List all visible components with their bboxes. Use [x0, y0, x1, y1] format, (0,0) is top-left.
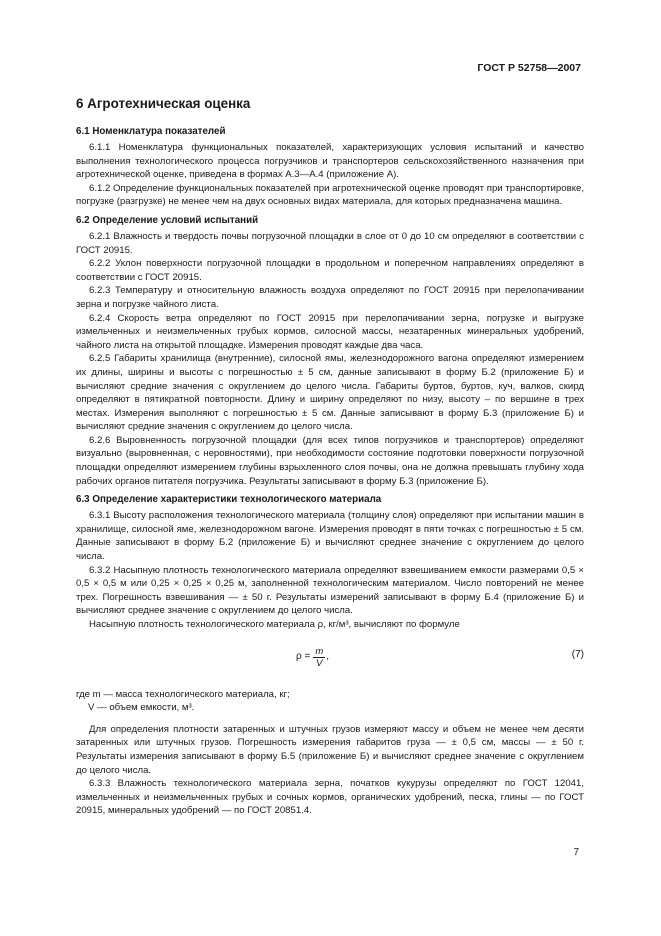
- document-header: ГОСТ Р 52758—2007: [477, 62, 581, 74]
- formula-numerator: m: [315, 645, 324, 657]
- paragraph-6-1-1: 6.1.1 Номенклатура функциональных показателей, характеризующих условия испытаний и качество выполнения технологического процесса погрузчиков и транспортеров сельскохозяйственного назначения при агротехнической оценке, приведена в формах А.3—А.4 (приложение А).: [76, 142, 584, 181]
- paragraph-6-2-1: 6.2.1 Влажность и твердость почвы погрузочной площадки в слое от 0 до 10 см определяют в соответствии с ГОСТ 20915.: [76, 230, 584, 256]
- formula-7: [76, 644, 584, 678]
- page-content: [76, 96, 584, 818]
- paragraph-6-3-2: 6.3.2 Насыпную плотность технологического материала определяют взвешиванием емкости размерами 0,5 × 0,5 × 0,5 м или 0,25 × 0,25 × 0,25 м, заполненной технологическим материалом. Число повторений не менее трех. Погрешность взвешивания — ± 50 г. Результаты измерений записывают в форму Б.4 (приложение Б) и вычисляют среднее значение с округлением до целого числа.: [76, 564, 584, 617]
- formula-tail: ,: [326, 651, 330, 663]
- paragraph-6-2-2: 6.2.2 Уклон поверхности погрузочной площадки в продольном и поперечном направлениях определяют в соответствии с ГОСТ 20915.: [76, 258, 584, 283]
- subsection-heading-6-2: 6.2 Определение условий испытаний: [76, 214, 259, 226]
- paragraph-6-1-2: 6.1.2 Определение функциональных показателей при агротехнической оценке проводят при транспортировке, погрузке (разгрузке) не менее чем на двух основных видах материала, для которых предназначена машина.: [76, 182, 584, 208]
- formula-number: (7): [571, 648, 584, 660]
- formula-fraction: [313, 646, 325, 669]
- formula-expression: [296, 646, 329, 669]
- formula-lhs: ρ =: [296, 651, 311, 663]
- paragraph-6-3-1: 6.3.1 Высоту расположения технологического материала (толщину слоя) определяют при испытании машин в хранилище, силосной яме, железнодорожном вагоне. Измерения проводят в пяти точках с погрешностью ± 5 см. Данные записывают в форму Б.2 (приложение Б) и вычисляют среднее значение с округлением до целого числа.: [76, 510, 584, 563]
- where-definition-m: где m — масса технологического материала, кг;: [76, 688, 290, 700]
- paragraph-6-2-4: 6.2.4 Скорость ветра определяют по ГОСТ 20915 при перелопачивании зерна, погрузке и выгрузке измельченных и неизмельченных грубых кормов, силосной массы, незатаренных минеральных удобрений, чайного листа на открытой площадке. Измерения проводят каждые два часа.: [76, 312, 584, 351]
- formula-denominator: V: [316, 657, 323, 669]
- paragraph-density-intro: Насыпную плотность технологического материала ρ, кг/м³, вычисляют по формуле: [89, 619, 460, 630]
- paragraph-6-2-5: 6.2.5 Габариты хранилища (внутренние), силосной ямы, железнодорожного вагона определяют измерением их длины, ширины и высоты с погрешностью ± 5 см, данные записывают в форму Б.2 (приложение Б) и вычисляют средние значения с округлением до целого числа. Габариты буртов, буртов, куч, валков, скирд определяют в пятикратной повторности. Длину и ширину определяют по низу, высоту – по вершине в трех местах. Измерения выполняют с погрешностью ± 5 см. Данные записывают в форму Б.3 (приложение Б) и вычисляют средние значения с округлением до целого числа.: [76, 353, 584, 433]
- paragraph-packed-goods: Для определения плотности затаренных и штучных грузов измеряют массу и объем не менее чем десяти затаренных или штучных грузов. Погрешность измерения габаритов груза — ± 0,5 см, массы — ± 50 г. Результаты измерения записывают в форму Б.5 (приложение Б) и вычисляют среднее значение с округлением до целого числа.: [76, 723, 584, 776]
- paragraph-6-3-3: 6.3.3 Влажность технологического материала зерна, початков кукурузы определяют по ГОСТ 12041, измельченных и неизмельченных грубых и сочных кормов, органических удобрений, песка, глины — по ГОСТ 20915, минеральных удобрений — по ГОСТ 20851.4.: [76, 778, 584, 817]
- where-definition-v: V — объем емкости, м³.: [88, 702, 195, 714]
- subsection-heading-6-3: 6.3 Определение характеристики технологического материала: [76, 494, 382, 506]
- paragraph-6-2-6: 6.2.6 Выровненность погрузочной площадки (для всех типов погрузчиков и транспортеров) определяют визуально (выровненная, с неровностями), при необходимости состояние подготовки поверхности погрузочной площадки определяют измерением глубины взрыхленного слоя почвы, она не должна превышать глубину хода рабочих органов питателя погрузчика. Результаты записывают в форму Б.3 (приложение Б).: [76, 434, 584, 487]
- page-number: 7: [573, 847, 579, 858]
- paragraph-6-2-3: 6.2.3 Температуру и относительную влажность воздуха определяют по ГОСТ 20915 при перелопачивании зерна и погрузке чайного листа.: [76, 285, 584, 310]
- section-title: 6 Агротехническая оценка: [76, 96, 251, 111]
- subsection-heading-6-1: 6.1 Номенклатура показателей: [76, 126, 226, 137]
